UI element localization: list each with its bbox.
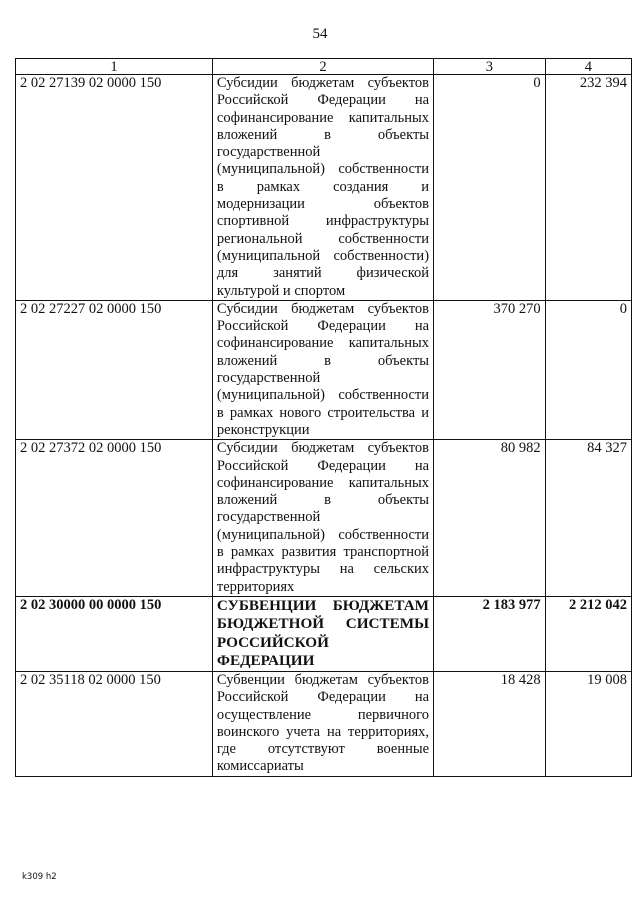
budget-code: 2 02 27139 02 0000 150 [16,75,213,301]
table-body [16,75,632,777]
income-description: Субсидии бюджетам субъектов Российской Федерации на софинансирование капитальных вложений в объекты государственной (муниципальной) собственности в рамках нового строительства и реконструкции [212,300,433,439]
income-description: Субвенции бюджетам субъектов Российской Федерации на осуществление первичного воинского учета на территориях, где отсутствуют военные комиссариаты [212,671,433,776]
budget-code: 2 02 35118 02 0000 150 [16,671,213,776]
income-description: Субсидии бюджетам субъектов Российской Федерации на софинансирование капитальных вложений в объекты государственной (муниципальной) собственности в рамках создания и модернизации объектов спортивной инфраструктуры региональной собственности (муниципальной собственности) для занятий физической культурой и спортом [212,75,433,301]
amount-col-4: 84 327 [545,440,631,597]
income-description: СУБВЕНЦИИ БЮДЖЕТАМ БЮДЖЕТНОЙ СИСТЕМЫ РОССИЙСКОЙ ФЕДЕРАЦИИ [212,596,433,671]
table-row [16,75,632,301]
income-description: Субсидии бюджетам субъектов Российской Федерации на софинансирование капитальных вложений в объекты государственной (муниципальной) собственности в рамках развития транспортной инфраструктуры на сельских территориях [212,440,433,597]
column-header-3: 3 [434,59,546,75]
table-row-subtotal [16,596,632,671]
budget-table [15,58,632,777]
amount-col-3: 2 183 977 [434,596,546,671]
amount-col-3: 0 [434,75,546,301]
page-number: 54 [312,26,328,42]
amount-col-4: 232 394 [545,75,631,301]
document-footer: k309 h2 [22,872,57,882]
amount-col-3: 18 428 [434,671,546,776]
budget-code: 2 02 27372 02 0000 150 [16,440,213,597]
table-row [16,300,632,439]
budget-code: 2 02 30000 00 0000 150 [16,596,213,671]
amount-col-4: 0 [545,300,631,439]
budget-code: 2 02 27227 02 0000 150 [16,300,213,439]
column-header-2: 2 [212,59,433,75]
column-header-1: 1 [16,59,213,75]
amount-col-3: 80 982 [434,440,546,597]
table-header [16,59,632,75]
amount-col-4: 2 212 042 [545,596,631,671]
amount-col-4: 19 008 [545,671,631,776]
amount-col-3: 370 270 [434,300,546,439]
column-header-4: 4 [545,59,631,75]
table-row [16,440,632,597]
header-row [16,59,632,75]
table-row [16,671,632,776]
